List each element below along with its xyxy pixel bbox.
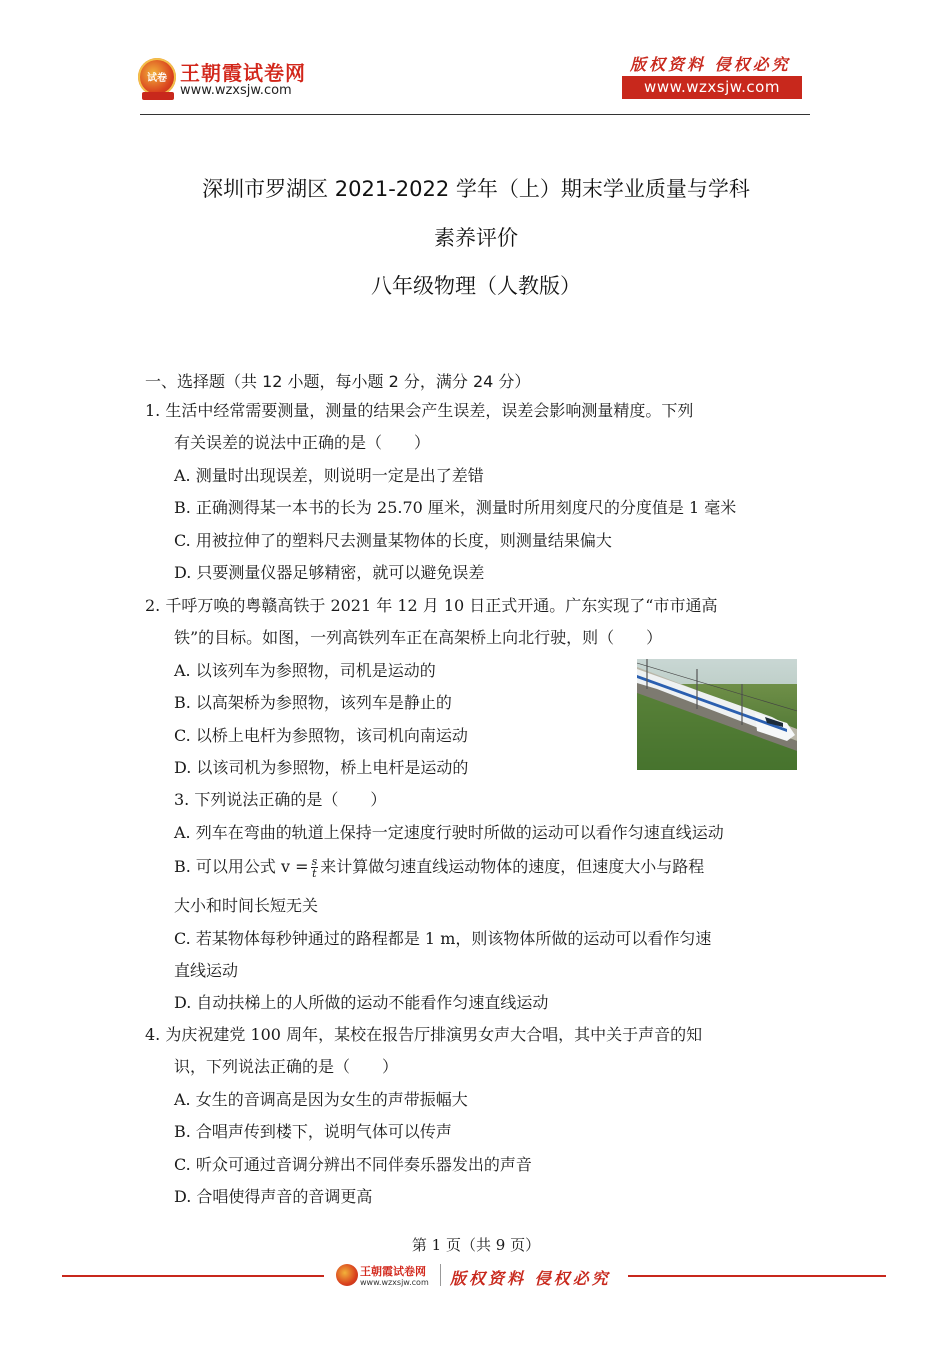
formula-denominator: t	[312, 867, 317, 880]
logo-ribbon	[142, 92, 174, 100]
train-photo	[637, 659, 797, 770]
q1-option-d: D. 只要测量仪器足够精密，就可以避免误差	[174, 563, 485, 582]
q4-option-a: A. 女生的音调高是因为女生的声带振幅大	[174, 1090, 468, 1109]
logo-badge-icon: 试卷	[138, 58, 176, 96]
q3-option-a: A. 列车在弯曲的轨道上保持一定速度行驶时所做的运动可以看作匀速直线运动	[174, 823, 724, 842]
header-slogan: 版权资料 侵权必究	[630, 55, 791, 74]
q3-stem: 3. 下列说法正确的是（ ）	[174, 790, 387, 809]
q3-option-c-line2: 直线运动	[174, 961, 239, 980]
footer-logo-name: 王朝霞试卷网	[360, 1265, 426, 1278]
exam-title-line1: 深圳市罗湖区 2021-2022 学年（上）期末学业质量与学科	[202, 177, 750, 201]
q1-stem-line2: 有关误差的说法中正确的是（ ）	[174, 433, 431, 452]
logo-url: www.wzxsjw.com	[180, 83, 292, 98]
q4-stem-line1: 4. 为庆祝建党 100 周年，某校在报告厅排演男女声大合唱，其中关于声音的知	[145, 1025, 703, 1044]
q1-option-b: B. 正确测得某一本书的长为 25.70 厘米，测量时所用刻度尺的分度值是 1 毫米	[174, 498, 737, 517]
q2-option-a: A. 以该列车为参照物，司机是运动的	[174, 661, 436, 680]
q2-option-d: D. 以该司机为参照物，桥上电杆是运动的	[174, 758, 469, 777]
q3-option-d: D. 自动扶梯上的人所做的运动不能看作匀速直线运动	[174, 993, 549, 1012]
footer-slogan: 版权资料 侵权必究	[450, 1269, 611, 1288]
q4-option-c: C. 听众可通过音调分辨出不同伴奏乐器发出的声音	[174, 1155, 532, 1174]
q4-stem-line2: 识，下列说法正确的是（ ）	[174, 1057, 399, 1076]
q1-option-a: A. 测量时出现误差，则说明一定是出了差错	[174, 466, 484, 485]
speed-formula	[311, 856, 319, 879]
header-site-url: www.wzxsjw.com	[622, 76, 802, 99]
q2-stem-line2: 铁”的目标。如图，一列高铁列车正在高架桥上向北行驶，则（ ）	[174, 628, 663, 647]
page-number: 第 1 页（共 9 页）	[411, 1236, 541, 1254]
q1-stem-line1: 1. 生活中经常需要测量，测量的结果会产生误差，误差会影响测量精度。下列	[145, 401, 694, 420]
q3-option-c-line1: C. 若某物体每秒钟通过的路程都是 1 m，则该物体所做的运动可以看作匀速	[174, 929, 712, 948]
footer-separator	[440, 1264, 441, 1286]
footer-rule-right	[628, 1275, 886, 1277]
footer-logo-icon	[336, 1264, 358, 1286]
formula-numerator: s	[311, 855, 318, 868]
footer-rule-left	[62, 1275, 324, 1277]
exam-title-line2: 素养评价	[434, 226, 518, 250]
logo-name: 王朝霞试卷网	[180, 61, 306, 85]
q2-option-b: B. 以高架桥为参照物，该列车是静止的	[174, 693, 452, 712]
q3-option-b-pre: B. 可以用公式 v =	[174, 857, 309, 876]
q2-stem-line1: 2. 千呼万唤的粤赣高铁于 2021 年 12 月 10 日正式开通。广东实现了“市市通高	[145, 596, 718, 615]
exam-subtitle: 八年级物理（人教版）	[371, 274, 581, 298]
q4-option-d: D. 合唱使得声音的音调更高	[174, 1187, 373, 1206]
q2-option-c: C. 以桥上电杆为参照物，该司机向南运动	[174, 726, 468, 745]
q1-option-c: C. 用被拉伸了的塑料尺去测量某物体的长度，则测量结果偏大	[174, 531, 612, 550]
header-divider	[140, 114, 810, 115]
q3-option-b	[174, 852, 704, 882]
footer-logo-url: www.wzxsjw.com	[360, 1278, 429, 1287]
section-heading: 一、选择题（共 12 小题，每小题 2 分，满分 24 分）	[145, 372, 531, 391]
q4-option-b: B. 合唱声传到楼下，说明气体可以传声	[174, 1122, 452, 1141]
q3-option-b-post: 来计算做匀速直线运动物体的速度，但速度大小与路程	[320, 857, 705, 876]
q3-option-b-line2: 大小和时间长短无关	[174, 896, 319, 915]
